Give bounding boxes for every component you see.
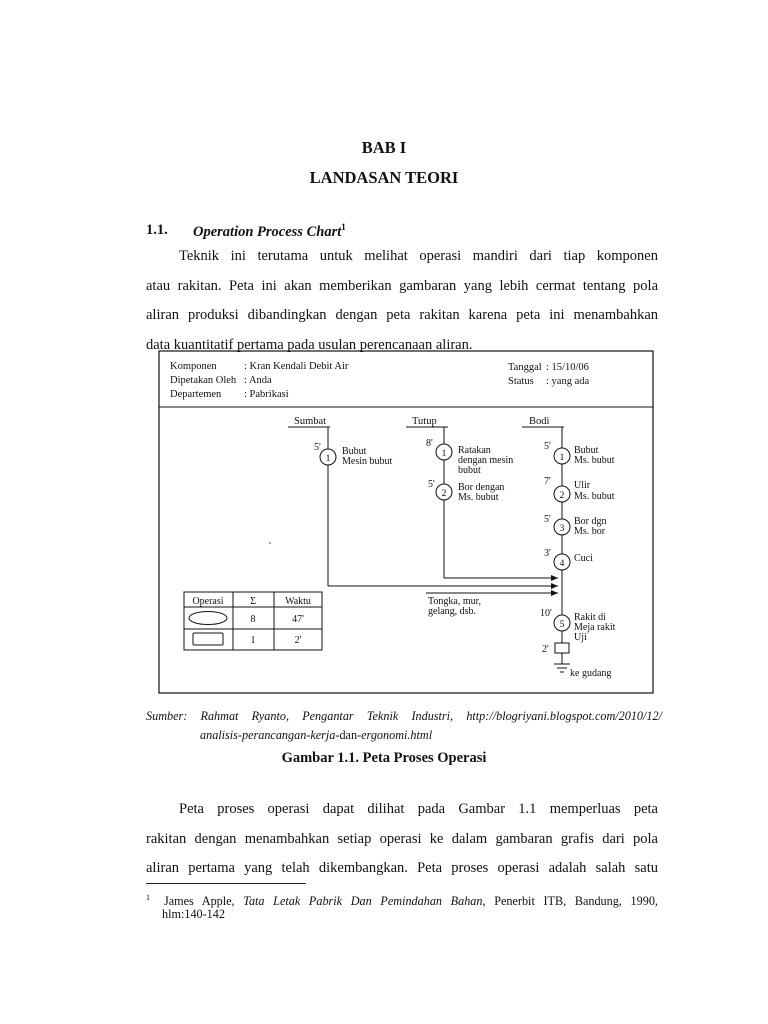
parts-input-text: Tongka, mur, <box>428 596 482 607</box>
parts-input-text: gelang, dsb. <box>428 606 477 617</box>
section-title-text: Operation Process Chart <box>193 223 342 240</box>
bodi-op-time: 5' <box>544 441 551 452</box>
departemen-label: Departemen <box>170 389 222 400</box>
paragraph-line: Teknik ini terutama untuk melihat operasi mandiri dari tiap komponen <box>179 248 658 264</box>
scan-speck <box>269 542 271 544</box>
operation-number: 3 <box>559 524 565 534</box>
bodi-op-desc: Bubut <box>574 445 599 456</box>
departemen-value: : Pabrikasi <box>244 389 289 400</box>
figure-caption: Gambar 1.1. Peta Proses Operasi <box>281 750 487 766</box>
footnote-publisher: , Penerbit ITB, Bandung, 1990, <box>482 894 658 909</box>
summary-insp-time: 2' <box>294 635 302 646</box>
operation-number: 1 <box>441 449 447 459</box>
sumbat-op-time: 5' <box>314 442 321 453</box>
summary-header-waktu: Waktu <box>285 596 311 607</box>
footnote-author: James Apple, <box>164 894 244 909</box>
bodi-op-desc: Bor dgn <box>574 516 607 527</box>
source-url-part: analisis-perancangan-kerja <box>200 728 336 742</box>
paragraph-line: aliran produksi dibandingkan dengan peta rakitan karena peta ini menambahkan <box>146 307 658 323</box>
paragraph-line: rakitan dengan menambahkan setiap operasi ke dalam gambaran grafis dari pola <box>146 830 658 847</box>
figure-source: Sumber: Rahmat Ryanto, Pengantar Teknik Industri, http://blogriyani.blogspot.com/2010/12/ <box>146 709 662 723</box>
bodi-op-desc: Rakit di <box>574 612 606 623</box>
tanggal-value: : 15/10/06 <box>546 362 589 373</box>
tutup-op-desc: Ms. bubut <box>458 492 499 503</box>
operation-process-chart <box>158 350 654 694</box>
summary-op-count: 8 <box>250 614 256 625</box>
figure-source-cont <box>200 728 432 743</box>
operation-number: 2 <box>559 491 565 501</box>
inspection-desc: Uji <box>574 632 587 643</box>
tutup-op-desc: bubut <box>458 465 481 476</box>
source-url-part: -dan- <box>335 728 362 742</box>
summary-table <box>184 592 322 650</box>
komponen-label: Komponen <box>170 361 217 372</box>
bodi-op-time: 10' <box>540 608 552 619</box>
status-label: Status <box>508 376 534 387</box>
sumbat-op-desc: Bubut <box>342 446 367 457</box>
sumbat-op-desc: Mesin bubut <box>342 456 393 467</box>
footnote-reference: 1 <box>341 222 346 232</box>
inspection-symbol-icon <box>193 633 223 645</box>
tutup-op-time: 5' <box>428 479 435 490</box>
tutup-op-desc: Ratakan <box>458 445 491 456</box>
source-url-part: ergonomi.html <box>361 728 433 742</box>
operation-symbol-icon <box>189 612 227 625</box>
footnote-mark: 1 <box>146 893 150 902</box>
section-title <box>193 222 346 241</box>
chapter-title: LANDASAN TEORI <box>309 168 459 187</box>
dipetakan-value: : Anda <box>244 375 272 386</box>
column-bodi: Bodi <box>529 416 550 427</box>
footnote-book: Tata Letak Pabrik Dan Pemindahan Bahan <box>243 894 483 909</box>
paragraph-line: aliran pertama yang telah dikembangkan. Peta proses operasi adalah salah satu <box>146 860 658 876</box>
tutup-op-desc: Bor dengan <box>458 482 505 493</box>
paragraph-line: Peta proses operasi dapat dilihat pada Gambar 1.1 memperluas peta <box>179 801 658 817</box>
operation-number: 1 <box>325 454 331 464</box>
inspection-time: 2' <box>542 644 549 655</box>
storage-desc: ke gudang <box>570 668 612 679</box>
footnote-pages: hlm:140-142 <box>162 907 225 921</box>
storage-ground-icon <box>554 664 570 672</box>
bodi-op-time: 5' <box>544 514 551 525</box>
column-tutup: Tutup <box>412 416 437 427</box>
summary-header-operasi: Operasi <box>192 596 224 607</box>
paragraph-line: data kuantitatif pertama pada usulan perencanaan aliran. <box>146 336 473 353</box>
bodi-op-desc: Meja rakit <box>574 622 616 633</box>
tanggal-label: Tanggal <box>508 362 542 373</box>
bodi-op-desc: Ms. bubut <box>574 455 615 466</box>
chart-header <box>170 361 589 400</box>
tutup-op-time: 8' <box>426 438 433 449</box>
dipetakan-label: Dipetakan Oleh <box>170 375 237 386</box>
operation-number: 1 <box>559 453 565 463</box>
section-number: 1.1. <box>146 222 168 238</box>
bodi-op-time: 7' <box>544 476 551 487</box>
inspection-square <box>555 643 569 653</box>
bodi-op-desc: Ms. bubut <box>574 491 615 502</box>
paragraph-line: atau rakitan. Peta ini akan memberikan gambaran yang lebih cermat tentang pola <box>146 277 658 294</box>
paragraph-intro <box>146 242 658 360</box>
bodi-op-desc: Ulir <box>574 480 591 491</box>
chapter-number: BAB I <box>361 138 407 157</box>
komponen-value: : Kran Kendali Debit Air <box>244 361 349 372</box>
bodi-op-desc: Cuci <box>574 553 593 564</box>
tutup-op-desc: dengan mesin <box>458 455 514 466</box>
bodi-op-time: 3' <box>544 548 551 559</box>
summary-insp-count: 1 <box>250 635 256 646</box>
paragraph-body <box>146 795 658 884</box>
summary-header-sigma: Σ <box>250 596 256 607</box>
status-value: : yang ada <box>546 376 590 387</box>
summary-op-time: 47' <box>292 614 304 625</box>
bodi-op-desc: Ms. bor <box>574 526 606 537</box>
footnote-separator <box>146 883 306 884</box>
operation-number: 4 <box>559 559 565 569</box>
operation-number: 2 <box>441 489 447 499</box>
column-sumbat: Sumbat <box>294 416 327 427</box>
operation-number: 5 <box>559 620 565 630</box>
